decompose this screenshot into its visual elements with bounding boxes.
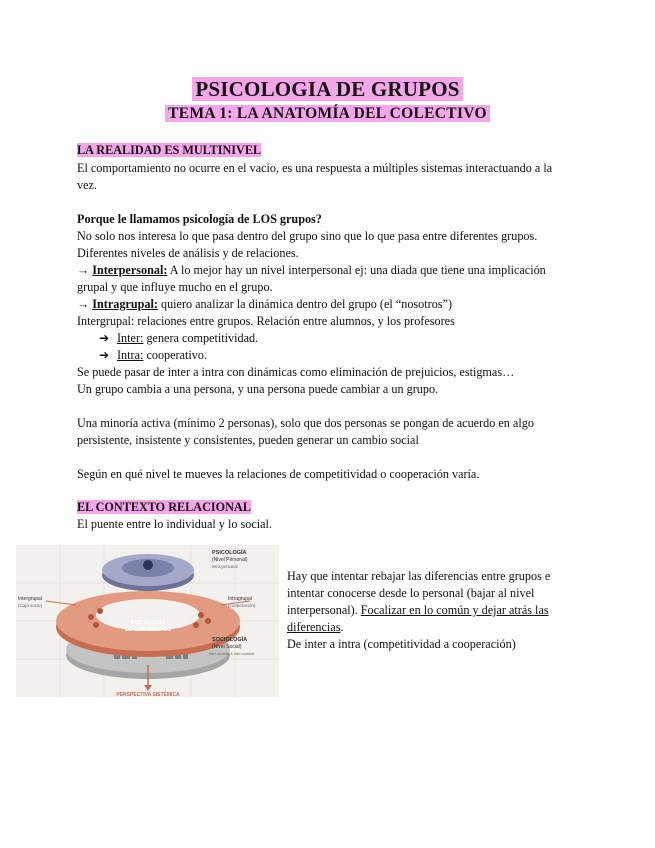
- section2-line2: Diferentes niveles de análisis y de relaciones.: [77, 246, 299, 260]
- bullet-item-intra: [99, 347, 609, 364]
- side-line3-b: Focalizar en lo común y dejar atrás las: [360, 603, 549, 617]
- prejuicios-line: Se puede pasar de inter a intra con dinámicas como eliminación de prejuicios, estigmas…: [77, 365, 515, 379]
- side-line2: intentar conocerse desde lo personal (bajar al nivel: [287, 586, 535, 600]
- side-line4: [287, 619, 587, 636]
- section1-text-2: vez.: [77, 178, 97, 192]
- label-intergrupal: Intergrupal: [18, 596, 42, 602]
- section2-question: Porque le llamamos psicología de LOS grupos?: [77, 212, 322, 226]
- label-intergrupal-sub: (Caja socio): [18, 603, 43, 608]
- person-icon: [143, 560, 153, 570]
- levels-diagram: [16, 545, 279, 697]
- label-nivel-social: (Nivel Social): [212, 644, 242, 650]
- interpersonal-text: A lo mejor hay un nivel interpersonal ej: una diada que tiene una implicación: [167, 263, 546, 277]
- bullet-text: cooperativo.: [143, 348, 208, 362]
- bullet-arrow-icon: ➔: [99, 331, 110, 345]
- label-sociologia: SOCIOLOGÍA: [212, 637, 248, 643]
- label-psicologia: PSICOLOGÍA: [212, 550, 247, 556]
- intragrupal-line: [77, 296, 587, 313]
- side-line4-a: diferencias: [287, 620, 341, 634]
- side-line3-a: interpersonal).: [287, 603, 361, 617]
- section3-heading: EL CONTEXTO RELACIONAL: [77, 500, 251, 514]
- label-nivel-personal: (Nivel Personal): [212, 557, 248, 563]
- section1-heading: LA REALIDAD ES MULTINIVEL: [77, 143, 262, 157]
- page-subtitle: TEMA 1: LA ANATOMÍA DEL COLECTIVO: [165, 105, 490, 122]
- label-intrapersonal: intra-personal: [212, 564, 238, 569]
- section3-heading-line: [77, 499, 587, 516]
- section2-line1: No solo nos interesa lo que pasa dentro del grupo sino que lo que pasa entre diferentes grupos.: [77, 229, 538, 243]
- interpersonal-line: [77, 262, 587, 279]
- segun-line: Según en qué nivel te mueves la relaciones de competitividad o cooperación varía.: [77, 467, 480, 481]
- intergrupal-line: Intergrupal: relaciones entre grupos. Relación entre alumnos, y los profesores: [77, 314, 455, 328]
- bullet-arrow-icon: ➔: [99, 348, 110, 362]
- section1-heading-line: [77, 142, 587, 159]
- arrow-icon: →: [77, 263, 90, 277]
- minoria-line1: Una minoría activa (mínimo 2 personas), solo que dos personas se pongan de acuerdo en algo: [77, 416, 534, 430]
- cambio-line: Un grupo cambia a una persona, y una persona puede cambiar a un grupo.: [77, 382, 439, 396]
- side-line3: [287, 602, 587, 619]
- bullet-text: genera competitividad.: [143, 331, 259, 345]
- arrow-icon: →: [77, 297, 90, 311]
- label-intragrupal: Intragrupal: [228, 596, 252, 602]
- side-line1: Hay que intentar rebajar las diferencias entre grupos e: [287, 569, 551, 583]
- intragrupal-text: quiero analizar la dinámica dentro del grupo (el “nosotros”): [157, 297, 452, 311]
- minoria-line2: persistente, insistente y consistentes, pueden generar un cambio social: [77, 433, 419, 447]
- side-line5: De inter a intra (competitividad a cooperación): [287, 637, 516, 651]
- side-line4-b: .: [340, 620, 344, 634]
- intragrupal-label: Intragrupal:: [92, 297, 158, 311]
- section3-text: El puente entre lo individual y lo social.: [77, 517, 272, 531]
- label-social-sub: inter-societal & inter-societal: [209, 652, 255, 656]
- levels-diagram-figure: [16, 545, 279, 697]
- label-center2: DE LOS GRUPOS: [125, 627, 171, 633]
- bullet-label: Intra:: [117, 348, 144, 362]
- label-perspectiva: PERSPECTIVA SISTÉMICA: [116, 692, 180, 697]
- interpersonal-line2: grupal y que influye mucho en el grupo.: [77, 280, 273, 294]
- interpersonal-label: Interpersonal:: [92, 263, 168, 277]
- bullet-label: Inter:: [117, 331, 144, 345]
- page-title: PSICOLOGIA DE GRUPOS: [192, 77, 462, 101]
- subtitle-row: [0, 105, 655, 123]
- label-intragrupal-sub: (cooperación): [228, 603, 256, 608]
- section1-text-1: El comportamiento no ocurre en el vacío, es una respuesta a múltiples sistemas interactuando a la: [77, 161, 553, 175]
- bullet-item-inter: [99, 330, 609, 347]
- title-row: [0, 77, 655, 102]
- label-center1: PSICOLOGÍA: [130, 620, 166, 626]
